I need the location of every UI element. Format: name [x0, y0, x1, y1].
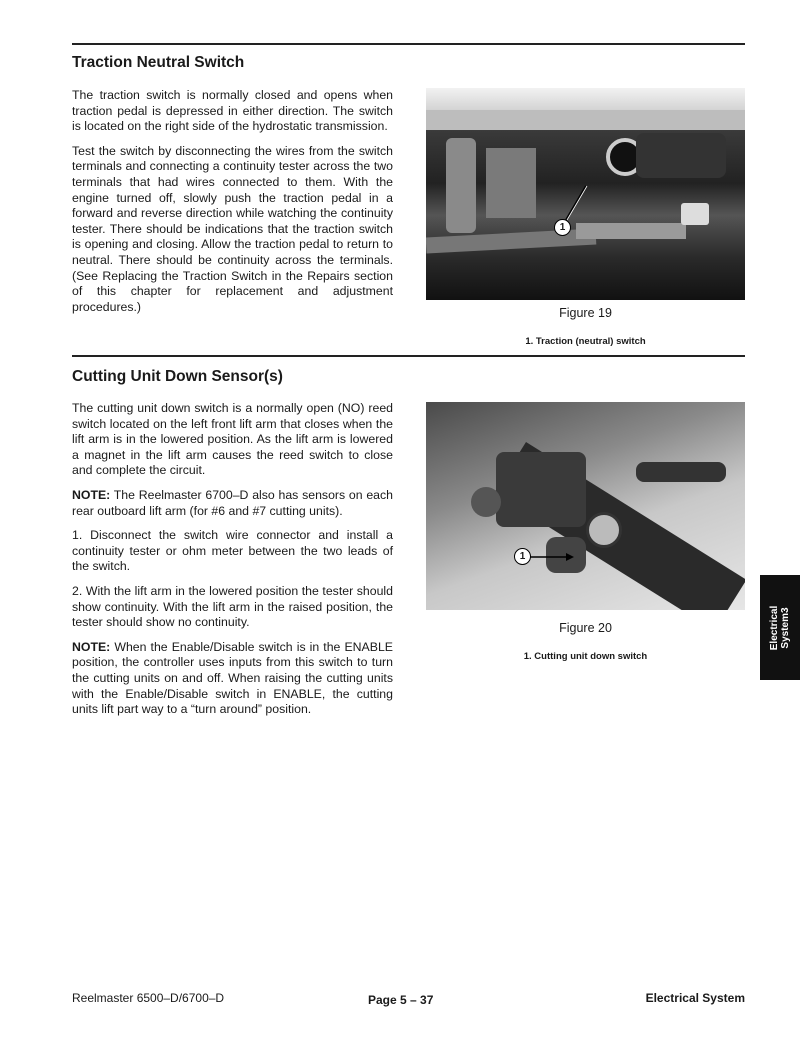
note-label: NOTE:	[72, 639, 111, 654]
traction-switch-photo	[426, 88, 745, 300]
section-heading-traction-neutral-switch: Traction Neutral Switch	[72, 54, 245, 71]
paragraph: Test the switch by disconnecting the wires from the switch terminals and connecting a continuity tester across the two terminals that had wires connected to them. With the engine turned off, slowly push the traction pedal in a forward and reverse direction while watching the continuity tester. There should be indications that the traction switch is opening and closing. Allow the traction pedal to return to neutral. There should be continuity across the terminals. (See Replacing the Traction Switch in the Repairs section of this chapter for replacement and adjustment procedures.)	[72, 143, 393, 314]
chapter-tab[interactable]	[760, 575, 800, 680]
traction-switch-body	[72, 88, 393, 324]
footer-section: Electrical System	[645, 991, 745, 1005]
figure-20-caption: 1. Cutting unit down switch	[523, 651, 648, 662]
footer-model: Reelmaster 6500–D/6700–D	[72, 991, 225, 1005]
figure-19-label: Figure 19	[559, 306, 612, 320]
callout-arrow-icon	[426, 88, 745, 300]
note-label: NOTE:	[72, 487, 111, 502]
footer-page-number: Page 5 – 37	[368, 993, 434, 1007]
figure-20-label: Figure 20	[559, 621, 612, 635]
cutting-unit-switch-photo	[426, 402, 745, 610]
note: NOTE: When the Enable/Disable switch is in the ENABLE position, the controller uses inputs from this switch to turn the cutting units on and off. When raising the cutting units with the Enable/Disable switch in ENABLE, the cutting units lift part way to a “turn around” position.	[72, 639, 393, 717]
figure-19-caption: 1. Traction (neutral) switch	[525, 336, 646, 347]
paragraph: The traction switch is normally closed and opens when traction pedal is depressed in either direction. The switch is located on the right side of the hydrostatic transmission.	[72, 88, 393, 134]
paragraph: The cutting unit down switch is a normally open (NO) reed switch located on the left front lift arm that closes when the lift arm is in the lowered position. As the lift arm is lowered a magnet in the lift arm causes the reed switch to close and complete the circuit.	[72, 401, 393, 478]
callout-arrow-icon	[426, 402, 745, 610]
note: NOTE: The Reelmaster 6700–D also has sensors on each rear outboard lift arm (for #6 and #7 cutting units).	[72, 487, 393, 518]
chapter-tab-line2: System3	[780, 606, 791, 649]
section-heading-cutting-unit-down-sensors: Cutting Unit Down Sensor(s)	[72, 368, 283, 385]
chapter-tab-line1: Electrical	[769, 605, 780, 650]
step-2: 2. With the lift arm in the lowered position the tester should show continuity. With the lift arm in the raised position, the tester should show no continuity.	[72, 583, 393, 630]
callout-number: 1	[514, 548, 531, 565]
top-rule	[72, 43, 745, 45]
callout-number: 1	[554, 219, 571, 236]
cutting-unit-sensor-body	[72, 401, 393, 727]
step-1: 1. Disconnect the switch wire connector and install a continuity tester or ohm meter between the two leads of the switch.	[72, 528, 393, 574]
section-divider	[72, 355, 745, 357]
